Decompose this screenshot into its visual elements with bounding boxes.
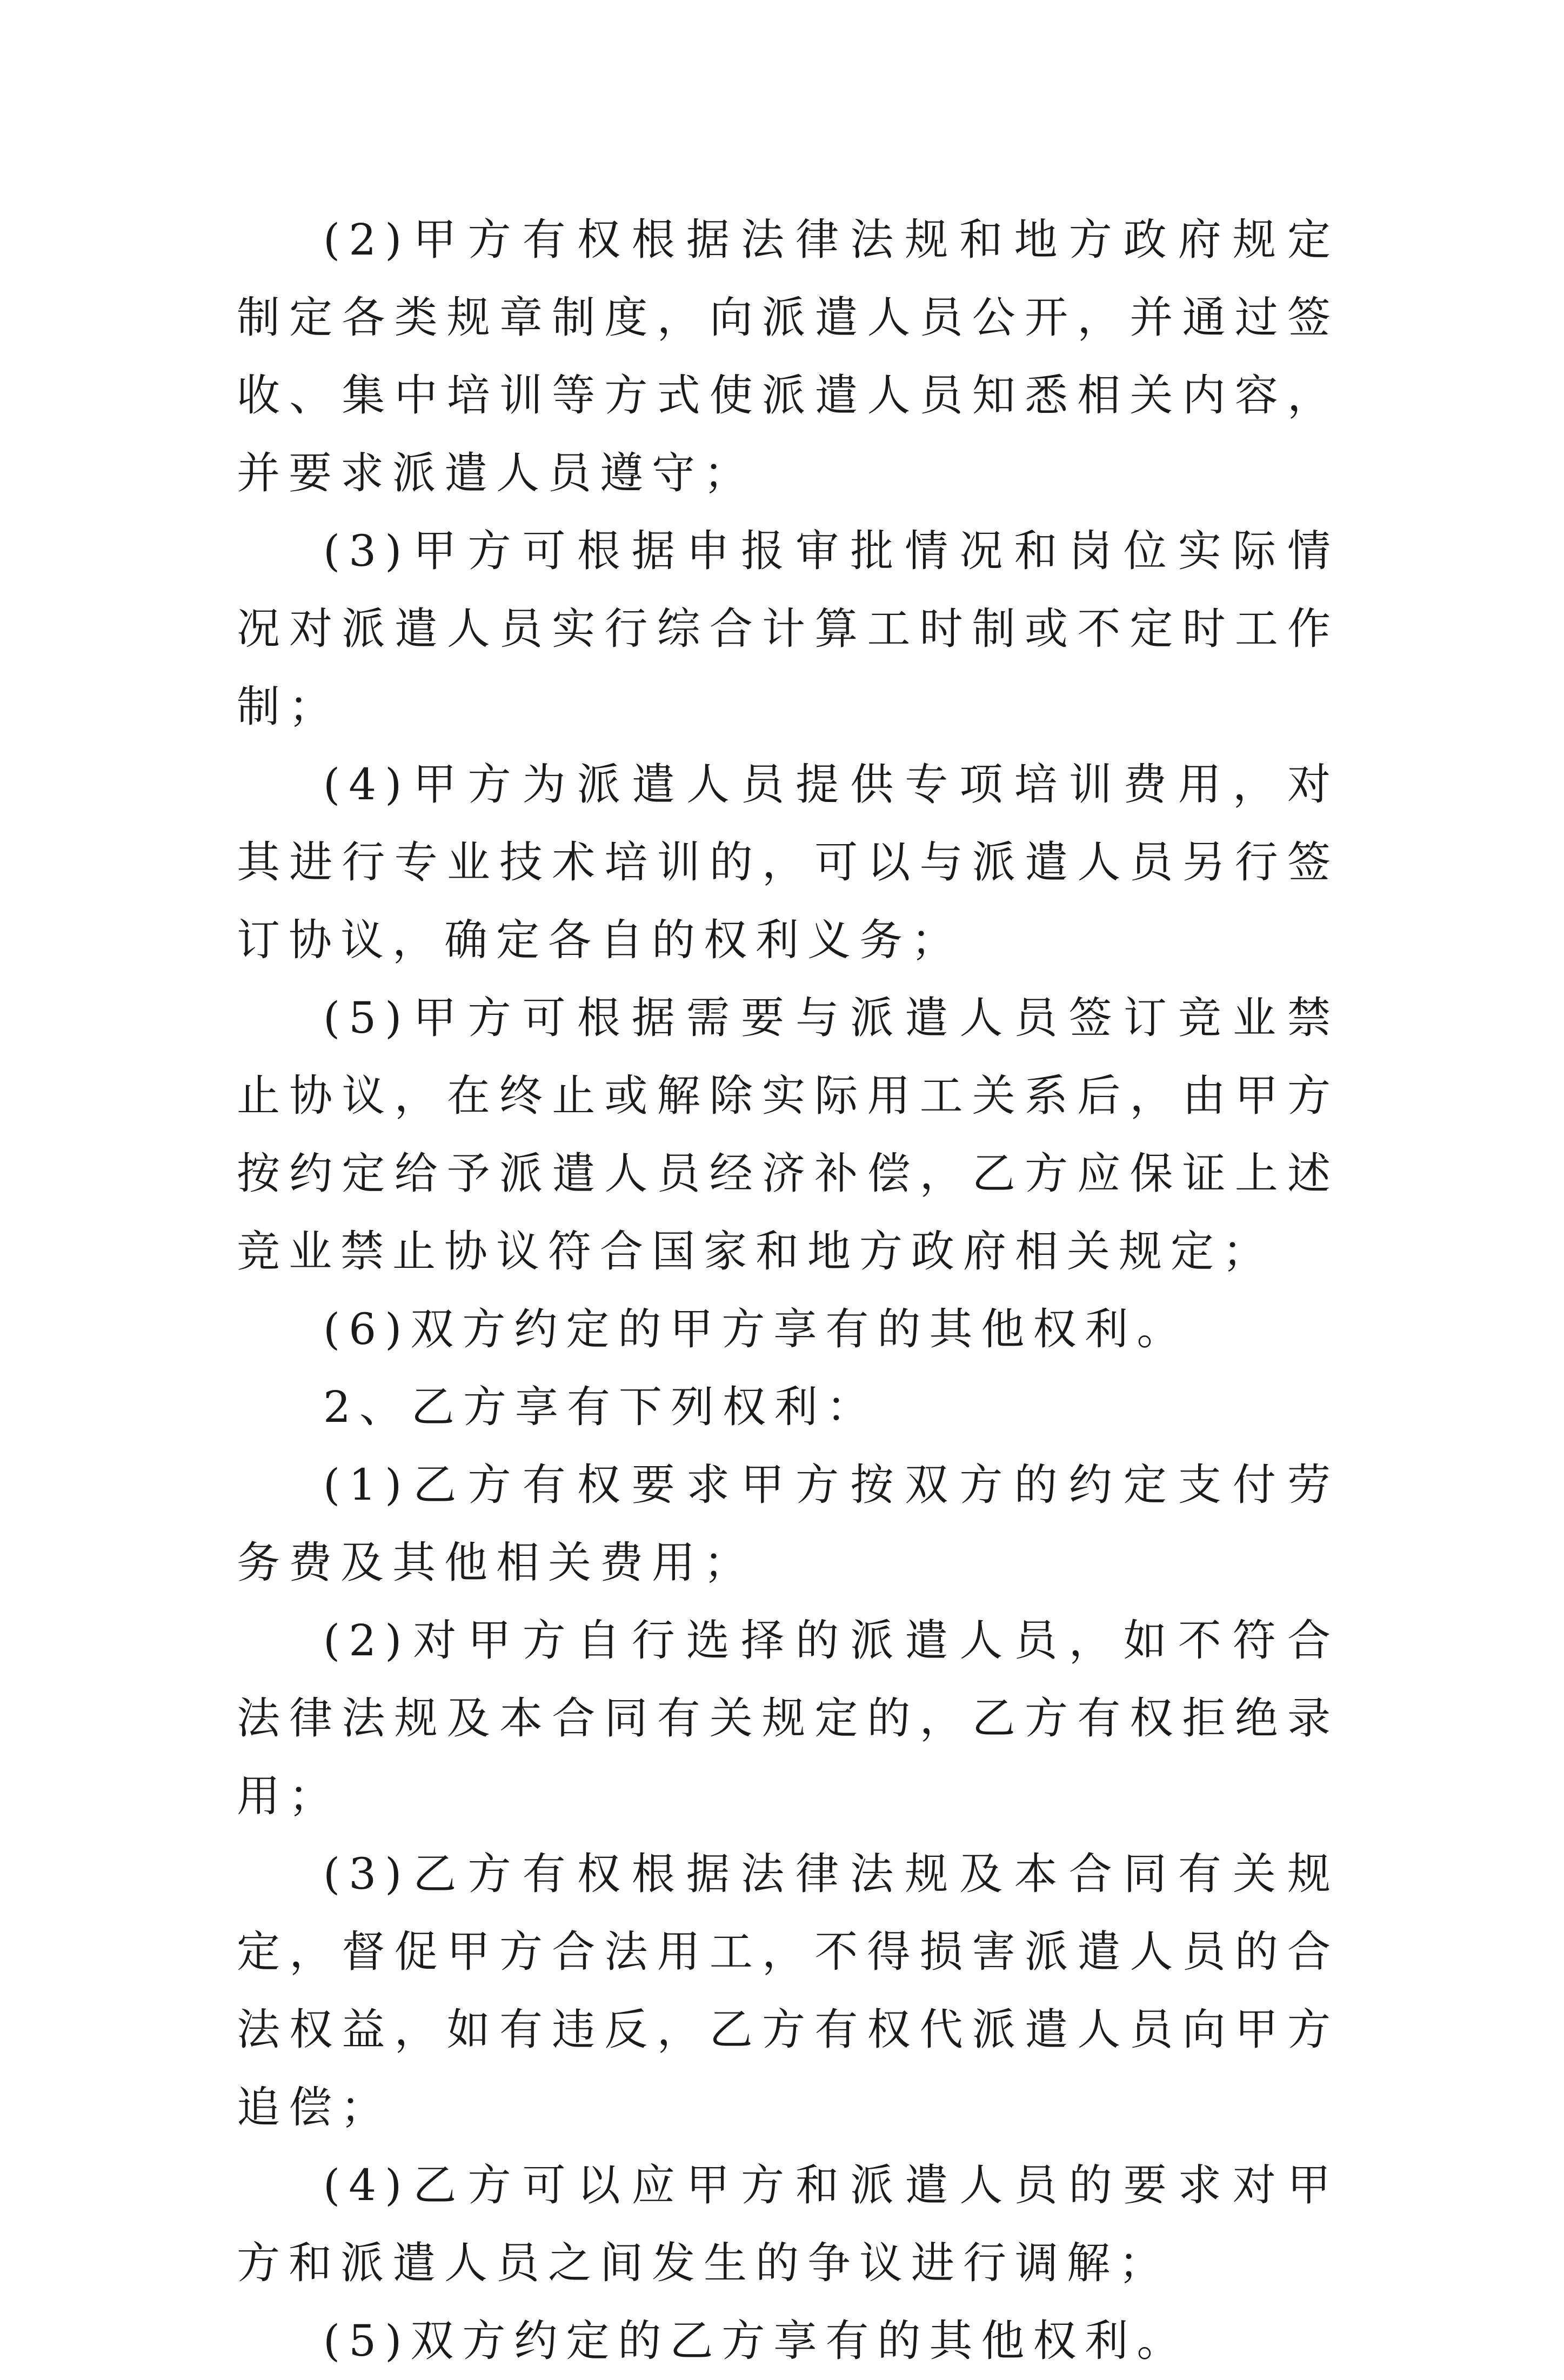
section-heading-party-b-rights: 2、乙方享有下列权利： xyxy=(323,1382,878,1432)
paragraph-party-b-right-4: (4)乙方可以应甲方和派遣人员的要求对甲方和派遣人员之间发生的争议进行调解； xyxy=(237,2160,1339,2288)
paragraph-party-a-right-3: (3)甲方可根据申报审批情况和岗位实际情况对派遣人员实行综合计算工时制或不定时工作制； xyxy=(237,526,1339,732)
paragraph-party-b-right-3: (3)乙方有权根据法律法规及本合同有关规定，督促甲方合法用工，不得损害派遣人员的合法权益，如有违反，乙方有权代派遣人员向甲方追偿； xyxy=(237,1849,1339,2132)
paragraph-party-b-right-5: (5)双方约定的乙方享有的其他权利。 xyxy=(323,2316,1189,2366)
document-body xyxy=(237,201,1339,2380)
paragraph-party-a-right-4: (4)甲方为派遣人员提供专项培训费用，对其进行专业技术培训的，可以与派遣人员另行签订协议，确定各自的权利义务； xyxy=(237,759,1339,965)
paragraph-party-a-right-6: (6)双方约定的甲方享有的其他权利。 xyxy=(323,1304,1189,1354)
paragraph-party-b-right-1: (1)乙方有权要求甲方按双方的约定支付劳务费及其他相关费用； xyxy=(237,1460,1339,1588)
paragraph-party-a-right-5: (5)甲方可根据需要与派遣人员签订竞业禁止协议，在终止或解除实际用工关系后，由甲方按约定给予派遣人员经济补偿，乙方应保证上述竞业禁止协议符合国家和地方政府相关规定； xyxy=(237,993,1339,1276)
paragraph-party-b-right-2: (2)对甲方自行选择的派遣人员，如不符合法律法规及本合同有关规定的，乙方有权拒绝录用； xyxy=(237,1615,1339,1821)
paragraph-party-a-right-2: (2)甲方有权根据法律法规和地方政府规定制定各类规章制度，向派遣人员公开，并通过签收、集中培训等方式使派遣人员知悉相关内容，并要求派遣人员遵守； xyxy=(237,215,1339,498)
